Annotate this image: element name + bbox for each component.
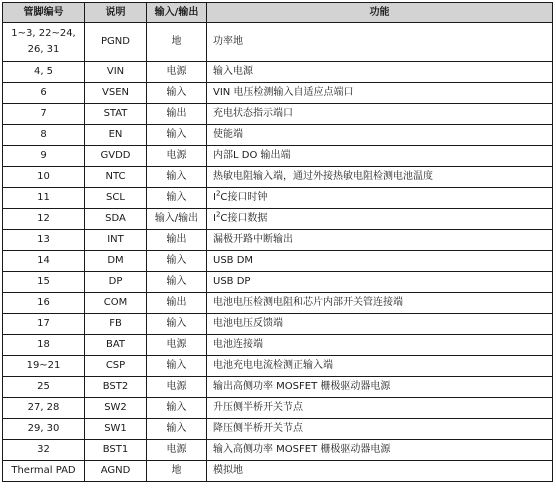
pin-name-cell: COM — [85, 293, 147, 314]
pin-number-cell: 6 — [3, 83, 85, 104]
pin-name-cell: AGND — [85, 461, 147, 482]
table-row — [3, 293, 553, 314]
pin-number-cell: 7 — [3, 104, 85, 125]
pin-number-cell: 1~3, 22~24, 26, 31 — [3, 23, 85, 62]
i2c-superscript: 2 — [215, 210, 221, 219]
table-row — [3, 356, 553, 377]
i2c-superscript: 2 — [215, 189, 221, 198]
pin-number-cell: 17 — [3, 314, 85, 335]
pin-function-cell: VIN 电压检测输入自适应点端口 — [207, 83, 553, 104]
header-name: 说明 — [85, 3, 147, 23]
header-function: 功能 — [207, 3, 553, 23]
pin-name-cell: VSEN — [85, 83, 147, 104]
pin-number-cell: 4, 5 — [3, 62, 85, 83]
function-text: C接口时钟 — [220, 192, 268, 203]
pin-io-cell: 电源 — [147, 146, 207, 167]
table-row — [3, 377, 553, 398]
pin-io-cell: 输入 — [147, 419, 207, 440]
pin-io-cell: 电源 — [147, 62, 207, 83]
table-row — [3, 125, 553, 146]
pin-io-cell: 输入/输出 — [147, 209, 207, 230]
table-row — [3, 62, 553, 83]
pin-name-cell: BST2 — [85, 377, 147, 398]
table-row — [3, 461, 553, 482]
pin-function-cell: 功率地 — [207, 23, 553, 62]
pin-name-cell: NTC — [85, 167, 147, 188]
pin-function-cell: USB DM — [207, 251, 553, 272]
table-row — [3, 146, 553, 167]
function-text: C接口数据 — [220, 213, 268, 224]
table-row — [3, 419, 553, 440]
pin-function-cell: 输入电源 — [207, 62, 553, 83]
pin-function-cell: 升压侧半桥开关节点 — [207, 398, 553, 419]
pin-number-cell: 29, 30 — [3, 419, 85, 440]
table-row — [3, 209, 553, 230]
pin-name-cell: CSP — [85, 356, 147, 377]
pin-function-cell: 降压侧半桥开关节点 — [207, 419, 553, 440]
pin-function-cell: 模拟地 — [207, 461, 553, 482]
pin-io-cell: 输入 — [147, 356, 207, 377]
pin-function-cell: 使能端 — [207, 125, 553, 146]
pin-function-cell: 电池连接端 — [207, 335, 553, 356]
i2c-prefix: I — [213, 192, 216, 203]
pin-function-cell: 漏极开路中断输出 — [207, 230, 553, 251]
table-header-row — [3, 3, 553, 23]
pin-io-cell: 电源 — [147, 335, 207, 356]
pin-function-cell: 输入高侧功率 MOSFET 栅极驱动器电源 — [207, 440, 553, 461]
pin-io-cell: 输出 — [147, 230, 207, 251]
pin-function-cell: USB DP — [207, 272, 553, 293]
table-row — [3, 335, 553, 356]
pin-name-cell: SDA — [85, 209, 147, 230]
pin-number-cell: 32 — [3, 440, 85, 461]
pin-name-cell: FB — [85, 314, 147, 335]
pin-io-cell: 电源 — [147, 440, 207, 461]
pin-name-cell: DM — [85, 251, 147, 272]
table-row — [3, 398, 553, 419]
table-row — [3, 440, 553, 461]
pin-number-cell: 19~21 — [3, 356, 85, 377]
pin-name-cell: BST1 — [85, 440, 147, 461]
pin-number-cell: 14 — [3, 251, 85, 272]
header-io: 输入/输出 — [147, 3, 207, 23]
pin-io-cell: 地 — [147, 461, 207, 482]
pin-io-cell: 输入 — [147, 125, 207, 146]
pin-name-cell: SW2 — [85, 398, 147, 419]
pin-io-cell: 输入 — [147, 83, 207, 104]
pin-function-cell: 电池电压反馈端 — [207, 314, 553, 335]
pin-io-cell: 输入 — [147, 272, 207, 293]
pin-function-cell: 充电状态指示端口 — [207, 104, 553, 125]
table-row — [3, 188, 553, 209]
pin-number-cell: 27, 28 — [3, 398, 85, 419]
pin-io-cell: 输出 — [147, 104, 207, 125]
pin-name-cell: EN — [85, 125, 147, 146]
header-pin-no: 管脚编号 — [3, 3, 85, 23]
pin-io-cell: 输出 — [147, 293, 207, 314]
pin-name-cell: GVDD — [85, 146, 147, 167]
pin-function-cell: 电池电压检测电阻和芯片内部开关管连接端 — [207, 293, 553, 314]
pin-name-cell: SW1 — [85, 419, 147, 440]
pin-number-cell: 11 — [3, 188, 85, 209]
pin-io-cell: 输入 — [147, 314, 207, 335]
pin-number-cell: 25 — [3, 377, 85, 398]
table-row — [3, 251, 553, 272]
pin-number-cell: 12 — [3, 209, 85, 230]
table-row — [3, 167, 553, 188]
pin-name-cell: BAT — [85, 335, 147, 356]
pin-function-cell: 内部L DO 输出端 — [207, 146, 553, 167]
pin-function-cell: 输出高侧功率 MOSFET 栅极驱动器电源 — [207, 377, 553, 398]
pin-number-cell: 13 — [3, 230, 85, 251]
pin-io-cell: 输入 — [147, 167, 207, 188]
table-row — [3, 230, 553, 251]
pin-function-cell: 热敏电阻输入端，通过外接热敏电阻检测电池温度 — [207, 167, 553, 188]
pin-number-cell: 15 — [3, 272, 85, 293]
pin-io-cell: 输入 — [147, 398, 207, 419]
pin-name-cell: PGND — [85, 23, 147, 62]
pin-io-cell: 输入 — [147, 251, 207, 272]
table-row — [3, 104, 553, 125]
pin-table-wrapper — [2, 2, 553, 482]
pin-number-cell: 9 — [3, 146, 85, 167]
pin-io-cell: 输入 — [147, 188, 207, 209]
table-row — [3, 314, 553, 335]
pin-function-cell — [207, 209, 553, 230]
pin-io-cell: 地 — [147, 23, 207, 62]
i2c-prefix: I — [213, 213, 216, 224]
table-row — [3, 272, 553, 293]
pin-number-cell: 8 — [3, 125, 85, 146]
pin-function-cell — [207, 188, 553, 209]
pin-number-cell: 16 — [3, 293, 85, 314]
pin-name-cell: SCL — [85, 188, 147, 209]
table-row — [3, 23, 553, 62]
pin-name-cell: VIN — [85, 62, 147, 83]
pin-number-cell: Thermal PAD — [3, 461, 85, 482]
table-row — [3, 83, 553, 104]
pin-name-cell: STAT — [85, 104, 147, 125]
pin-name-cell: DP — [85, 272, 147, 293]
pin-description-table — [2, 2, 553, 482]
pin-name-cell: INT — [85, 230, 147, 251]
pin-io-cell: 电源 — [147, 377, 207, 398]
pin-number-cell: 10 — [3, 167, 85, 188]
pin-number-cell: 18 — [3, 335, 85, 356]
pin-function-cell: 电池充电电流检测正输入端 — [207, 356, 553, 377]
